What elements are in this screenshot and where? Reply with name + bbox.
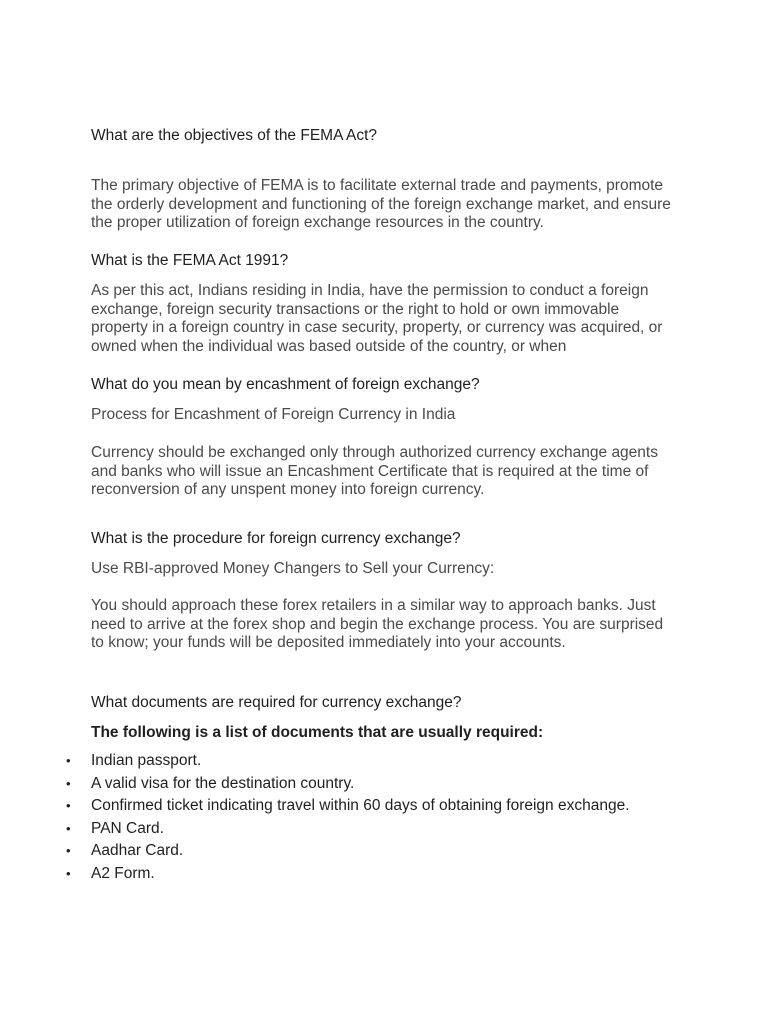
- bullet-icon: •: [66, 798, 71, 813]
- answer-paragraph: [91, 406, 691, 425]
- answer-paragraph: [91, 444, 691, 500]
- bullet-icon: •: [66, 753, 71, 768]
- list-item-text: A valid visa for the destination country.: [91, 774, 355, 792]
- paragraph-line: the proper utilization of foreign exchange resources in the country.: [91, 214, 544, 231]
- list-item-text: PAN Card.: [91, 819, 164, 837]
- question-fema-act-1991: What is the FEMA Act 1991?: [91, 252, 289, 269]
- paragraph-line: Currency should be exchanged only through authorized currency exchange agents: [91, 444, 658, 461]
- paragraph-line: As per this act, Indians residing in India, have the permission to conduct a foreign: [91, 282, 649, 299]
- bullet-icon: •: [66, 820, 71, 836]
- list-item-text: A2 Form.: [91, 864, 155, 882]
- paragraph-line: The primary objective of FEMA is to facilitate external trade and payments, promote: [91, 177, 664, 194]
- question-fema-objectives: What are the objectives of the FEMA Act?: [91, 127, 378, 144]
- list-item-text: Confirmed ticket indicating travel within 60 days of obtaining foreign exchange.: [91, 797, 630, 814]
- paragraph-line: owned when the individual was based outside of the country, or when: [91, 337, 567, 355]
- answer-paragraph: [91, 560, 691, 579]
- bullet-icon: •: [66, 865, 71, 881]
- question-exchange-procedure: What is the procedure for foreign currency exchange?: [91, 530, 461, 547]
- answer-paragraph: [91, 177, 691, 233]
- paragraph-line: the orderly development and functioning of the foreign exchange market, and ensure: [91, 195, 671, 213]
- paragraph-line: Process for Encashment of Foreign Currency in India: [91, 406, 456, 423]
- list-item-text: Aadhar Card.: [91, 842, 184, 859]
- bullet-icon: •: [66, 775, 71, 791]
- paragraph-line: You should approach these forex retailers in a similar way to approach banks. Just: [91, 597, 656, 614]
- documents-list-intro: The following is a list of documents that are usually required:: [91, 724, 544, 741]
- paragraph-line: to know; your funds will be deposited immediately into your accounts.: [91, 634, 566, 651]
- paragraph-line: and banks who will issue an Encashment Certificate that is required at the time of: [91, 462, 649, 480]
- list-item-text: Indian passport.: [91, 752, 202, 769]
- answer-paragraph: [91, 282, 691, 356]
- paragraph-line: Use RBI-approved Money Changers to Sell your Currency:: [91, 560, 495, 577]
- paragraph-line: reconversion of any unspent money into foreign currency.: [91, 481, 485, 498]
- question-required-documents: What documents are required for currency exchange?: [91, 694, 462, 711]
- paragraph-line: exchange, foreign security transactions or the right to hold or own immovable: [91, 300, 620, 318]
- bullet-icon: •: [66, 843, 71, 858]
- paragraph-line: need to arrive at the forex shop and begin the exchange process. You are surprised: [91, 615, 664, 633]
- paragraph-line: property in a foreign country in case security, property, or currency was acquired, or: [91, 319, 663, 336]
- answer-paragraph: [91, 597, 691, 653]
- question-encashment: What do you mean by encashment of foreign exchange?: [91, 376, 480, 393]
